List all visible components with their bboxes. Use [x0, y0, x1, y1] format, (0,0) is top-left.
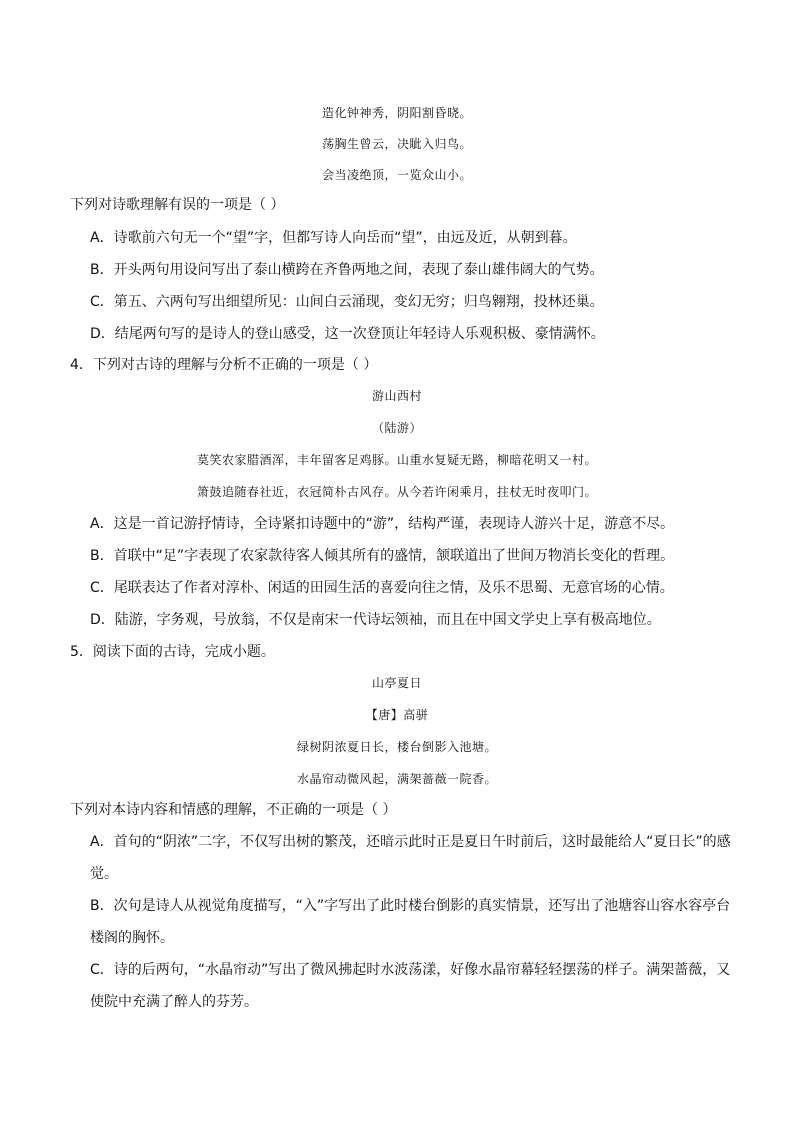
q5-option-c-line-1: C．诗的后两句，“水晶帘动”写出了微风拂起时水波荡漾，好像水晶帘幕轻轻摆荡的样子。满架蔷薇，又: [90, 962, 731, 978]
q5-poem-author: 【唐】高骈: [365, 708, 429, 722]
q5-stem: 下列对本诗内容和情感的理解，不正确的一项是（ ）: [70, 802, 397, 818]
q5-option-c-line-2: 使院中充满了醉人的芬芳。: [90, 994, 258, 1010]
q5-intro: 5．阅读下面的古诗，完成小题。: [70, 644, 275, 660]
q5-poem-line-1: 绿树阴浓夏日长，楼台倒影入池塘。: [296, 740, 497, 754]
q4-poem-line-1: 莫笑农家腊酒浑，丰年留客足鸡豚。山重水复疑无路，柳暗花明又一村。: [196, 453, 597, 467]
q3-option-b: B．开头两句用设问写出了泰山横跨在齐鲁两地之间，表现了泰山雄伟阔大的气势。: [90, 262, 604, 278]
q5-option-b-line-1: B．次句是诗人从视觉角度描写，“入”字写出了此时楼台倒影的真实情景，还写出了池塘容山容水容亭台: [90, 898, 731, 914]
q4-option-b: B．首联中“足”字表现了农家款待客人倾其所有的盛情，颔联道出了世间万物消长变化的哲理。: [90, 548, 675, 564]
q5-poem-title: 山亭夏日: [371, 676, 422, 690]
q5-option-a-line-1: A．首句的“阴浓”二字，不仅写出树的繁茂，还暗示此时正是夏日午时前后，这时最能给人“夏日长”的感: [90, 834, 731, 850]
q3-option-c: C．第五、六两句写出细望所见：山间白云涌现，变幻无穷；归鸟翱翔，投林还巢。: [90, 294, 604, 310]
q4-option-d: D．陆游，字务观，号放翁，不仅是南宋一代诗坛领袖，而且在中国文学史上享有极高地位。: [90, 612, 661, 628]
q5-option-a-line-2: 觉。: [90, 866, 118, 882]
q4-stem: 4．下列对古诗的理解与分析不正确的一项是（ ）: [70, 357, 378, 373]
q3-poem-line-1: 造化钟神秀，阴阳割昏晓。: [321, 106, 472, 120]
q4-option-c: C．尾联表达了作者对淳朴、闲适的田园生活的喜爱向往之情，及乐不思蜀、无意官场的心情。: [90, 580, 674, 596]
q5-poem-line-2: 水晶帘动微风起，满架蔷薇一院香。: [296, 772, 497, 786]
q4-option-a: A．这是一首记游抒情诗，全诗紧扣诗题中的“游”，结构严谨，表现诗人游兴十足，游意不尽。: [90, 516, 675, 532]
q3-option-d: D．结尾两句写的是诗人的登山感受，这一次登顶让年轻诗人乐观积极、豪情满怀。: [90, 326, 605, 342]
q4-poem-title: 游山西村: [371, 389, 422, 403]
q4-poem-author: （陆游）: [371, 421, 422, 435]
q3-poem-line-2: 荡胸生曾云，决眦入归鸟。: [321, 137, 472, 151]
q3-stem: 下列对诗歌理解有误的一项是（ ）: [70, 197, 285, 213]
q4-poem-line-2: 箫鼓追随春社近，衣冠简朴古风存。从今若许闲乘月，拄杖无时夜叩门。: [196, 485, 597, 499]
q3-poem-line-3: 会当凌绝顶，一览众山小。: [321, 168, 472, 182]
q3-option-a: A．诗歌前六句无一个“望”字，但都写诗人向岳而“望”，由远及近，从朝到暮。: [90, 230, 577, 246]
q5-option-b-line-2: 楼阁的胸怀。: [90, 930, 174, 946]
